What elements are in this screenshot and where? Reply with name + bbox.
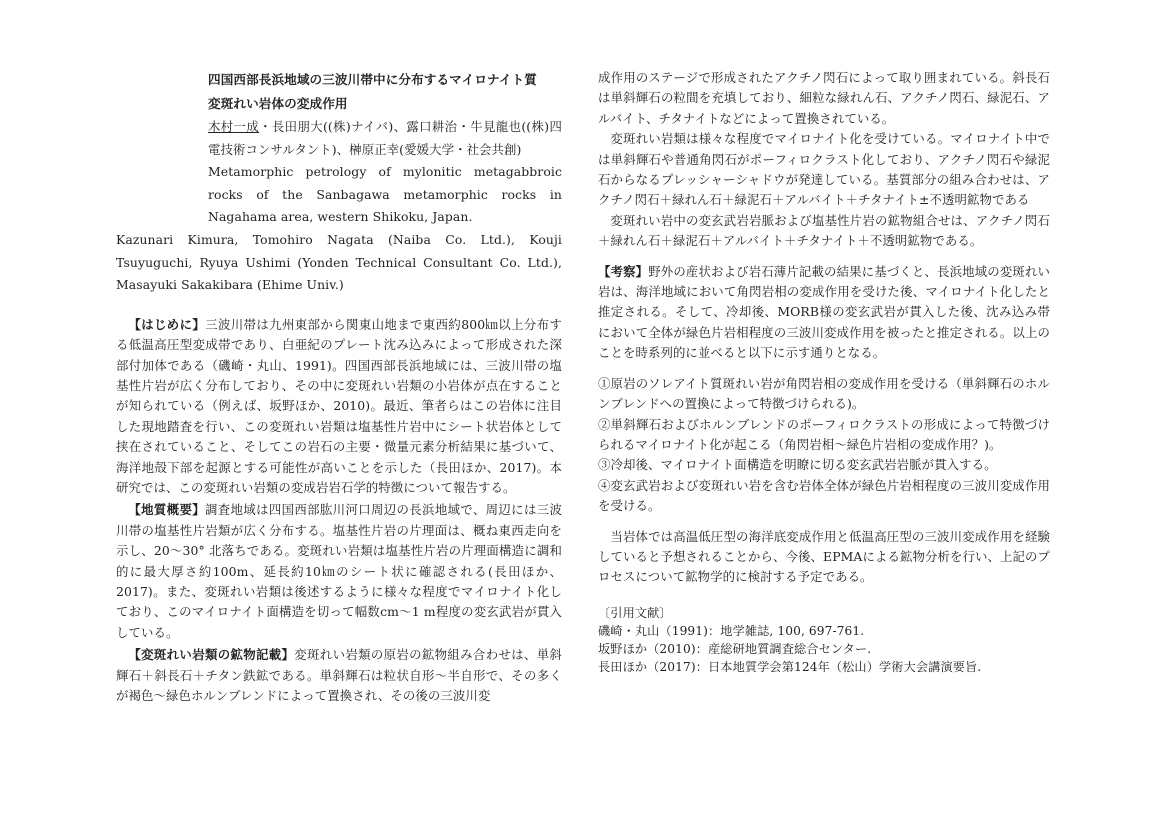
title-ja-line-1: 四国西部長浜地域の三波川帯中に分布するマイロナイト質 [208, 72, 537, 87]
discussion-item: ②単斜輝石およびホルンブレンドのポーフィロクラストの形成によって特徴づけられるマイロナイト化が起こる（角閃岩相〜緑色片岩相の変成作用？)。 [598, 416, 1050, 452]
section-mineral [116, 645, 562, 706]
title-ja [116, 68, 562, 116]
mineral-para-3: 変斑れい岩中の変玄武岩岩脈および塩基性片岩の鉱物組合せは、アクチノ閃石＋緑れん石＋緑泥石＋アルバイト＋チタナイト＋不透明鉱物である。 [598, 212, 1050, 249]
section-intro [116, 315, 562, 499]
geology-text: 調査地域は四国西部肱川河口周辺の長浜地域で、周辺には三波川帯の塩基性片岩類が広く分布する。塩基性片岩の片理面は、概ね東西走向を示し、20〜30° 北落ちである。変斑れい岩類は塩基性片岩の片理面構造に調和的に最大厚さ約100m、延長約10㎞のシート状に確認される(長田ほか、2017)。また、変斑れい岩類は後述するように様々な程度でマイロナイト化しており、このマイロナイト面構造を切って幅数cm〜1 m程度の変玄武岩が貫入している。 [116, 502, 562, 640]
discussion-conclusion: 当岩体では高温低圧型の海洋底変成作用と低温高圧型の三波川変成作用を経験していると予想されることから、今後、EPMAによる鉱物分析を行い、上記のプロセスについて鉱物学的に検討する予定である。 [598, 528, 1050, 585]
authors-ja [116, 116, 562, 161]
left-column [116, 68, 562, 706]
geology-heading: 【地質概要】 [128, 502, 205, 518]
discussion-item: ③冷却後、マイロナイト面構造を明瞭に切る変玄武岩岩脈が貫入する。 [598, 457, 997, 473]
mineral-heading: 【変斑れい岩類の鉱物記載】 [128, 647, 295, 663]
reference-item: 長田ほか（2017)：日本地質学会第124年（松山）学術大会講演要旨. [598, 660, 982, 675]
authors-en: Kazunari Kimura, Tomohiro Nagata (Naiba Co. Ltd.), Kouji Tsuyuguchi, Ryuya Ushimi (Yonden Technical Consultant Co. Ltd.), Masayuki Sakakibara (Ehime Univ.) [116, 231, 562, 293]
authors-ja-rest: ・長田朋大((株)ナイバ)、露口耕治・牛見龍也((株)四電技術コンサルタント)、榊原正幸(愛媛大学・社会共創) [208, 119, 562, 157]
reference-item: 坂野ほか（2010)：産総研地質調査総合センター. [598, 642, 872, 657]
section-geology [116, 500, 562, 643]
references-heading: 〔引用文献〕 [598, 605, 672, 620]
intro-heading: 【はじめに】 [128, 316, 206, 332]
discussion-item: ①原岩のソレアイト質斑れい岩が角閃岩相の変成作用を受ける（単斜輝石のホルンブレンドへの置換によって特徴づけられる)。 [598, 375, 1050, 412]
references [598, 604, 1050, 677]
right-column [598, 68, 1050, 677]
discussion-text: 野外の産状および岩石薄片記載の結果に基づくと、長浜地域の変斑れい岩は、海洋地域において角閃岩相の変成作用を受けた後、マイロナイト化したと推定される。そして、冷却後、MORB様の変玄武岩が貫入した後、沈み込み帯において全体が緑色片岩相程度の三波川変成作用を被ったと推定される。以上のことを時系列的に並べると以下に示す通りとなる。 [598, 263, 1050, 361]
presenter-name: 木村一成 [208, 119, 260, 134]
mineral-text-left: 変斑れい岩類の原岩の鉱物組み合わせは、単斜輝石＋斜長石＋チタン鉄鉱である。単斜輝石は粒状自形〜半自形で、その多くが褐色〜緑色ホルンブレンドによって置換され、その後の三波川変 [116, 647, 562, 704]
mineral-text-right: 成作用のステージで形成されたアクチノ閃石によって取り囲まれている。斜長石は単斜輝石の粒間を充填しており、細粒な緑れん石、アクチノ閃石、緑泥石、アルバイト、チタナイトなどによって置換されている。 [598, 70, 1050, 126]
discussion-item: ④変玄武岩および変斑れい岩を含む岩体全体が緑色片岩相程度の三波川変成作用を受ける。 [598, 477, 1050, 514]
discussion-heading: 【考察】 [598, 263, 649, 279]
reference-item: 磯崎・丸山（1991)：地学雑誌, 100, 697-761. [598, 623, 865, 638]
mineral-para-2: 変斑れい岩類は様々な程度でマイロナイト化を受けている。マイロナイト中では単斜輝石や普通角閃石がポーフィロクラスト化しており、アクチノ閃石や緑泥石からなるプレッシャーシャドウが発達している。基質部分の組み合わせは、アクチノ閃石＋緑れん石＋緑泥石＋アルバイト＋チタナイト±不透明鉱物である [598, 131, 1050, 208]
title-ja-line-2: 変斑れい岩体の変成作用 [208, 96, 348, 111]
title-en: Metamorphic petrology of mylonitic metagabbroic rocks of the Sanbagawa metamorphic rocks in Nagahama area, western Shikoku, Japan. [208, 164, 562, 225]
section-discussion [598, 262, 1050, 364]
intro-text: 三波川帯は九州東部から関東山地まで東西約800㎞以上分布する低温高圧型変成帯であり、白亜紀のプレート沈み込みによって形成された深部付加体である（磯崎・丸山、1991)。四国西部長浜地域には、三波川帯の塩基性片岩が広く分布しており、その中に変斑れい岩類の小岩体が点在することが知られている（例えば、坂野ほか、2010)。最近、筆者らはこの岩体に注目した現地踏査を行い、この変斑れい岩類は塩基性片岩中にシート状岩体として挟在されていること、そしてこの岩石の主要・微量元素分析結果に基づいて、海洋地殻下部を起源とする可能性が高いことを示した（長田ほか、2017)。本研究では、この変斑れい岩類の変成岩岩石学的特徴について報告する。 [116, 316, 562, 495]
